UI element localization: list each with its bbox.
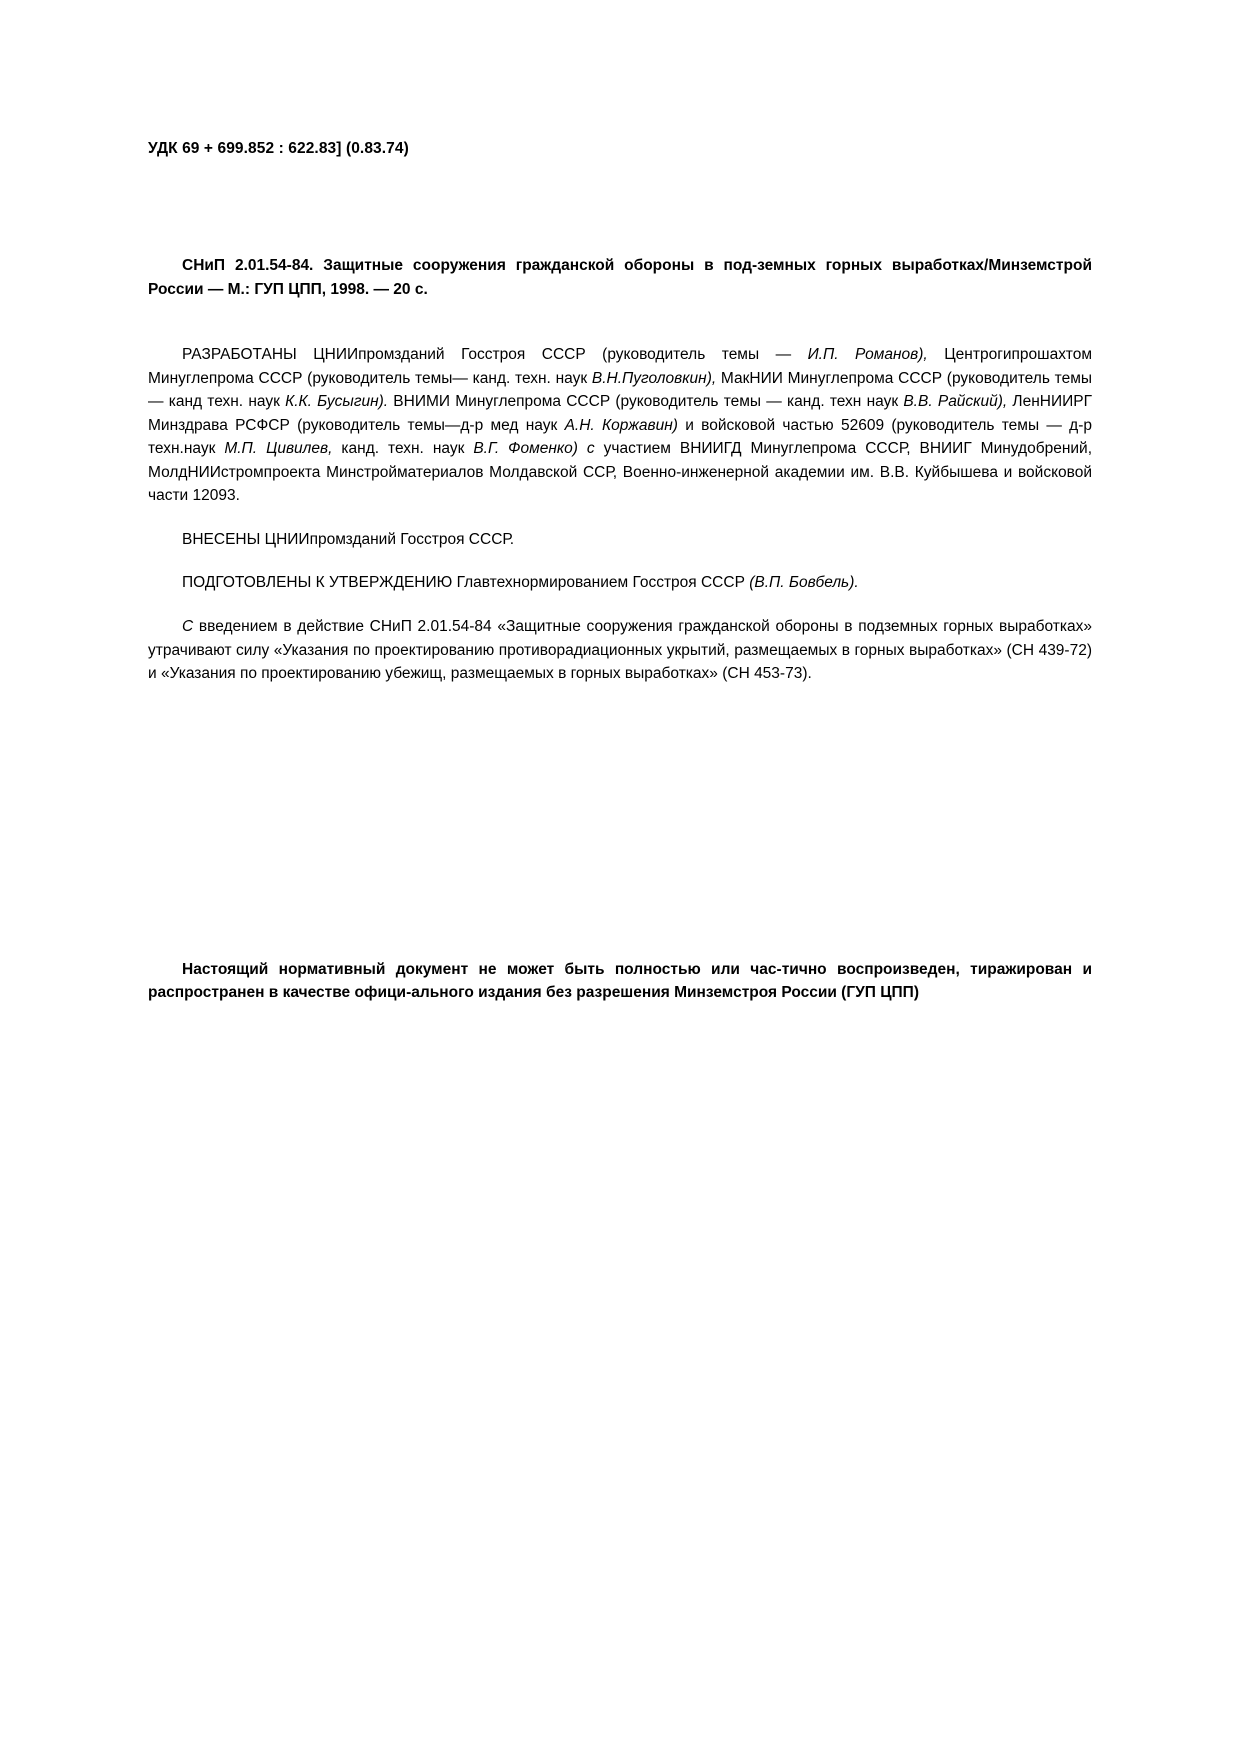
notice-line-1: Настоящий нормативный документ не может быть полностью или час- [182,960,782,978]
spacer [148,508,1092,528]
repeal-paragraph [148,615,1092,686]
spacer [148,158,1092,254]
developed-italic-1: И.П. Романов), [807,346,928,364]
spacer [148,686,1092,958]
developed-by-paragraph [148,343,1092,508]
developed-text-4: ВНИМИ Минуглепрома СССР (руководитель темы — канд. техн наук [388,393,904,411]
developed-text-8: участием ВНИИГД Минуглепрома СССР, ВНИИГ Минудобрений, МолдНИИстромпроекта Минстройматериалов Молдавской ССР, Военно-инженерной академии им. В.В. Куйбышева и войсковой части 12093. [148,440,1093,505]
developed-text-7: канд. техн. наук [332,440,474,458]
developed-italic-4: В.В. Райский), [903,393,1008,411]
developed-text-2: Центрогипрошахтом Минуглепрома СССР (руководитель темы— канд. техн. наук [148,346,1092,387]
prepared-italic-1: (В.П. Бовбель). [749,574,859,592]
notice-line-2: тично воспроизведен, тиражирован и распространен в качестве офици- [148,960,1092,1002]
publication-title-head: СНиП 2.01.54-84. Защитные сооружения гражданской обороны в под- [182,257,758,274]
publication-title [148,254,1092,301]
submitted-text: ВНЕСЕНЫ ЦНИИпромзданий Госстроя СССР. [182,530,515,548]
spacer [148,301,1092,343]
developed-italic-7: В.Г. Фоменко) с [473,440,595,458]
notice-line-3: ального издания без разрешения Минземстроя России (ГУП ЦПП) [411,984,919,1002]
submitted-by-paragraph [148,528,1092,552]
udk-code: УДК 69 + 699.852 : 622.83] (0.83.74) [148,140,409,157]
developed-text-6: и войсковой частью 52609 (руководитель темы — д-р техн.наук [148,416,1093,458]
developed-text-1: ЦНИИпромзданий Госстроя СССР (руководитель темы — [313,346,808,364]
developed-italic-3: К.К. Бусыгин). [285,393,389,411]
developed-italic-2: В.Н.Пуголовкин), [591,369,717,387]
prepared-text-1: ПОДГОТОВЛЕНЫ К УТВЕРЖДЕНИЮ Главтехнормированием Госстроя СССР [182,574,750,592]
spacer [148,551,1092,571]
developed-text-5: ЛенНИИРГ Минздрава РСФСР (руководитель темы—д-р мед наук [148,393,1092,434]
repeal-text-1: введением в действие СНиП 2.01.54-84 «Защитные сооружения гражданской обороны в подземных горных выработках» утрачивают силу «Указания по проектированию противорадиационных укрытий, размещаемых в горных выработках» (СН 439-72) и «Указания по проектированию убежищ, размещаемых в горных выработках» (СН 453-73). [148,618,1092,683]
spacer [148,595,1092,615]
copyright-notice [148,958,1092,1005]
developed-italic-6: М.П. Цивилев, [224,440,333,458]
publication-title-tail: земных горных выработках/Минземстрой России — М.: ГУП ЦПП, 1998. — 20 с. [148,257,1092,298]
repeal-italic-1: С [182,618,194,636]
developed-text-3: МакНИИ Минуглепрома СССР (руководитель темы — канд техн. наук [148,369,1093,411]
developed-label: РАЗРАБОТАНЫ [182,346,297,364]
developed-italic-5: А.Н. Коржавин) [564,416,678,434]
prepared-for-approval-paragraph [148,571,1092,595]
